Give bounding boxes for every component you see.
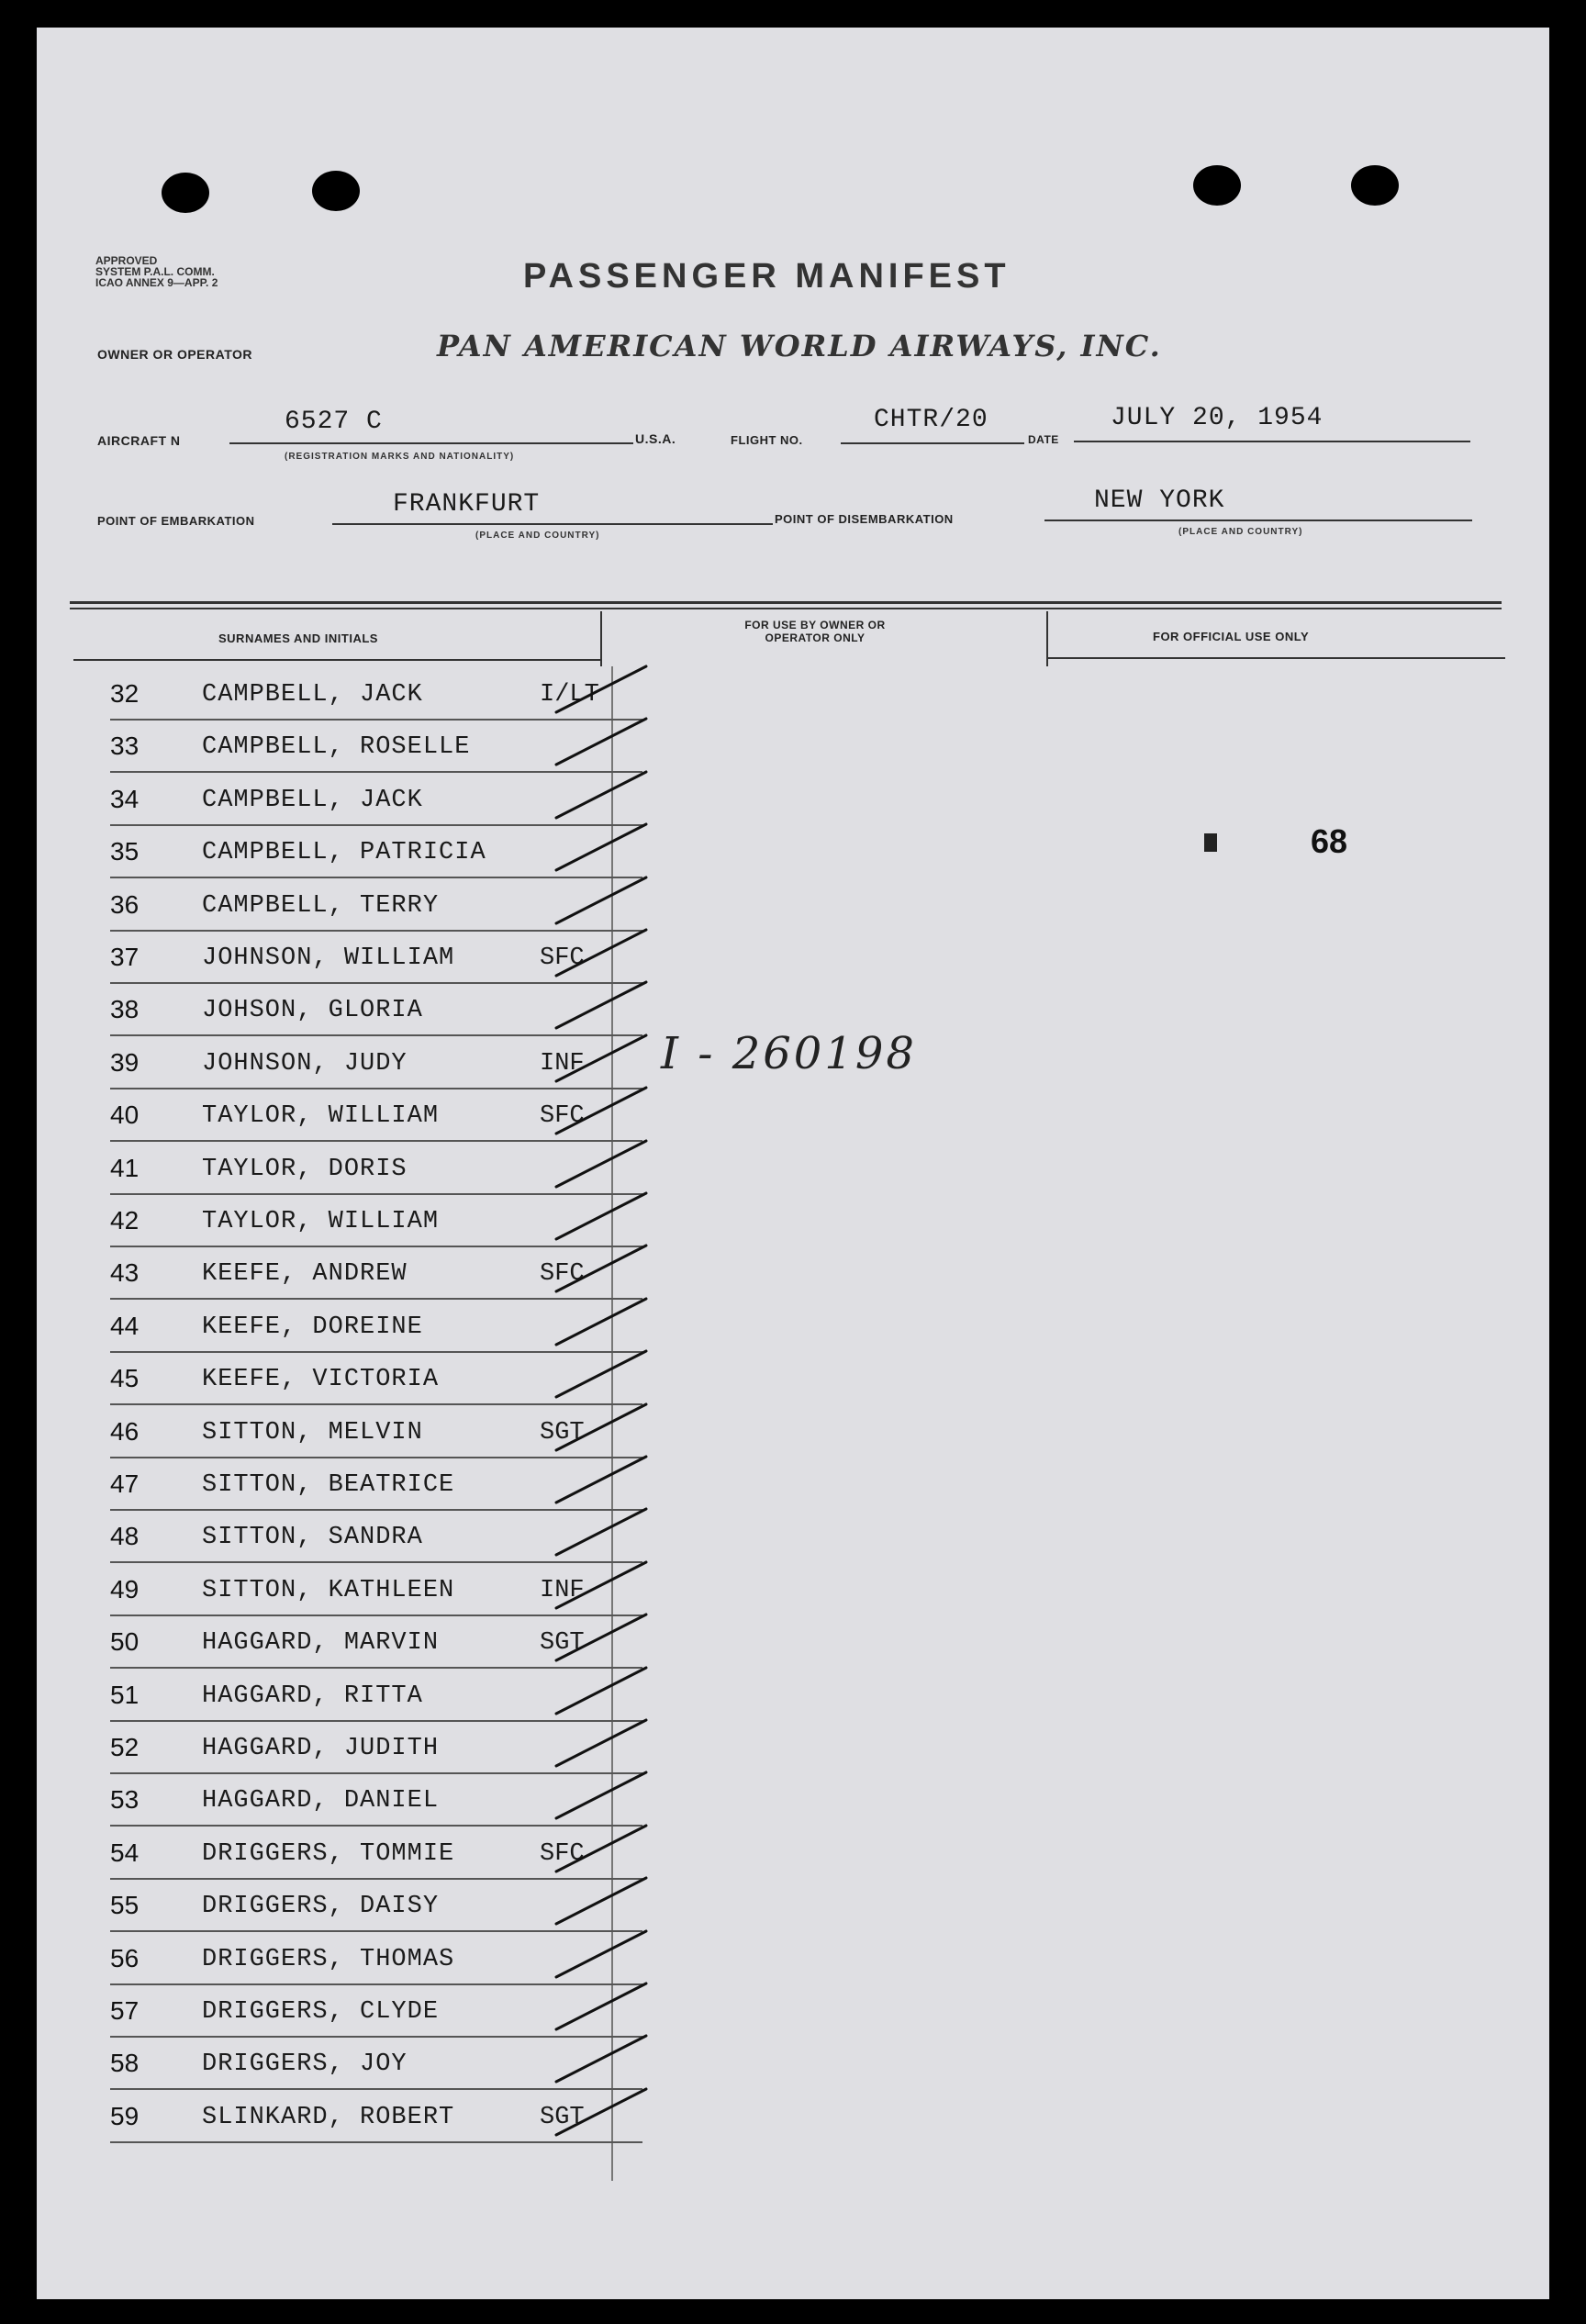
passenger-number: 37 xyxy=(110,943,140,971)
check-mark-icon xyxy=(551,1664,652,1719)
aircraft-underline xyxy=(229,442,633,444)
passenger-rank: SGT xyxy=(540,1629,585,1658)
passenger-number: 43 xyxy=(110,1258,140,1288)
date-value: JULY 20, 1954 xyxy=(1111,404,1324,432)
embark-value: FRANKFURT xyxy=(393,490,541,519)
passenger-number: 59 xyxy=(110,2101,140,2130)
check-mark-icon xyxy=(551,1137,652,1192)
passenger-name: KEEFE, DOREINE xyxy=(202,1313,423,1341)
passenger-name: HAGGARD, JUDITH xyxy=(202,1735,440,1762)
passenger-number: 51 xyxy=(110,1680,140,1709)
passenger-number: 35 xyxy=(110,837,140,866)
check-mark-icon xyxy=(551,1927,652,1983)
passenger-rank: SFC xyxy=(540,944,585,972)
surnames-column-header: SURNAMES AND INITIALS xyxy=(218,631,378,645)
owner-label: OWNER OR OPERATOR xyxy=(97,347,252,362)
header-divider xyxy=(70,608,1502,609)
passenger-number: 50 xyxy=(110,1627,140,1657)
passenger-rank: SGT xyxy=(540,1418,585,1447)
passenger-name: KEEFE, ANDREW xyxy=(202,1260,408,1289)
table-row xyxy=(73,1616,642,1669)
passenger-number: 56 xyxy=(110,1943,140,1972)
passenger-rank: SGT xyxy=(540,2103,585,2131)
passenger-number: 36 xyxy=(110,889,140,919)
page-title: PASSENGER MANIFEST xyxy=(523,257,1011,296)
passenger-name: JOHNSON, WILLIAM xyxy=(202,944,455,972)
disembark-underline xyxy=(1044,520,1472,521)
check-mark-icon xyxy=(551,821,652,876)
passenger-name: DRIGGERS, DAISY xyxy=(202,1893,440,1921)
passenger-number: 38 xyxy=(110,995,140,1024)
check-mark-icon xyxy=(551,663,652,718)
check-mark-icon xyxy=(551,1874,652,1929)
passenger-number: 49 xyxy=(110,1574,140,1603)
passenger-name: HAGGARD, RITTA xyxy=(202,1682,423,1710)
passenger-name: JOHSON, GLORIA xyxy=(202,997,423,1025)
passenger-name: HAGGARD, DANIEL xyxy=(202,1787,440,1816)
table-row xyxy=(73,1353,642,1405)
official-use-column-header: FOR OFFICIAL USE ONLY xyxy=(1153,630,1310,643)
passenger-name: HAGGARD, MARVIN xyxy=(202,1629,440,1658)
check-mark-icon xyxy=(551,926,652,981)
passenger-number: 34 xyxy=(110,784,140,813)
check-mark-icon xyxy=(551,715,652,770)
table-row xyxy=(73,1511,642,1563)
column-header-rule xyxy=(73,659,600,661)
table-row xyxy=(73,826,642,878)
disembark-value: NEW YORK xyxy=(1094,486,1225,515)
passenger-number: 44 xyxy=(110,1311,140,1340)
check-mark-icon xyxy=(551,1347,652,1402)
check-mark-icon xyxy=(551,1559,652,1614)
approval-note xyxy=(95,255,218,288)
passenger-name: CAMPBELL, ROSELLE xyxy=(202,733,471,762)
passenger-name: DRIGGERS, JOY xyxy=(202,2050,408,2079)
passenger-number: 42 xyxy=(110,1206,140,1235)
table-row xyxy=(73,1827,642,1880)
passenger-name: SLINKARD, ROBERT xyxy=(202,2103,455,2131)
embark-underline xyxy=(332,523,773,525)
owner-use-column-header: FOR USE BY OWNER OR OPERATOR ONLY xyxy=(744,619,886,644)
passenger-number: 40 xyxy=(110,1101,140,1130)
punch-hole xyxy=(1351,165,1399,206)
check-mark-icon xyxy=(551,1611,652,1666)
disembark-label: POINT OF DISEMBARKATION xyxy=(775,512,954,526)
passenger-number: 45 xyxy=(110,1364,140,1393)
check-mark-icon xyxy=(551,1453,652,1508)
mark xyxy=(1204,833,1217,852)
check-mark-icon xyxy=(551,1980,652,2035)
passenger-number: 33 xyxy=(110,732,140,761)
punch-hole xyxy=(312,171,360,211)
usa-label: U.S.A. xyxy=(635,431,676,446)
registration-caption: (REGISTRATION MARKS AND NATIONALITY) xyxy=(285,452,515,462)
date-label: DATE xyxy=(1028,433,1059,446)
column-divider xyxy=(600,611,602,666)
table-row xyxy=(73,1564,642,1616)
manifest-sheet xyxy=(37,28,1549,2299)
check-mark-icon xyxy=(551,1401,652,1456)
page-number: 68 xyxy=(1311,822,1348,860)
table-row xyxy=(73,1933,642,1985)
check-mark-icon xyxy=(551,768,652,823)
column-header-rule xyxy=(1046,657,1505,659)
check-mark-icon xyxy=(551,1190,652,1245)
passenger-number: 39 xyxy=(110,1047,140,1077)
embark-caption: (PLACE AND COUNTRY) xyxy=(475,531,600,541)
table-row xyxy=(73,1458,642,1511)
table-row xyxy=(73,668,642,721)
passenger-name: CAMPBELL, JACK xyxy=(202,681,423,709)
table-row xyxy=(73,1670,642,1722)
flight-value: CHTR/20 xyxy=(874,406,988,434)
check-mark-icon xyxy=(551,1769,652,1824)
embark-label: POINT OF EMBARKATION xyxy=(97,514,255,528)
disembark-caption: (PLACE AND COUNTRY) xyxy=(1178,527,1303,537)
passenger-name: CAMPBELL, TERRY xyxy=(202,891,440,920)
table-row xyxy=(73,879,642,932)
passenger-name: TAYLOR, DORIS xyxy=(202,1155,408,1183)
table-row xyxy=(73,1985,642,2038)
table-row xyxy=(73,1880,642,1932)
table-row xyxy=(73,1301,642,1353)
table-row xyxy=(73,932,642,984)
passenger-name: JOHNSON, JUDY xyxy=(202,1049,408,1078)
passenger-name: SITTON, BEATRICE xyxy=(202,1471,455,1499)
passenger-name: DRIGGERS, THOMAS xyxy=(202,1945,455,1973)
passenger-number: 57 xyxy=(110,1996,140,2025)
check-mark-icon xyxy=(551,978,652,1034)
passenger-rank: SFC xyxy=(540,1260,585,1289)
table-row xyxy=(73,1089,642,1142)
check-mark-icon xyxy=(551,1822,652,1877)
flight-label: FLIGHT NO. xyxy=(731,433,803,447)
table-row xyxy=(73,1037,642,1089)
passenger-number: 48 xyxy=(110,1522,140,1551)
check-mark-icon xyxy=(551,1295,652,1350)
passenger-rank: SFC xyxy=(540,1102,585,1131)
passenger-rank: INF xyxy=(540,1576,585,1604)
aircraft-label: AIRCRAFT N xyxy=(97,433,181,448)
passenger-number: 54 xyxy=(110,1838,140,1867)
check-mark-icon xyxy=(551,2085,652,2140)
passenger-name: SITTON, MELVIN xyxy=(202,1418,423,1447)
passenger-rank: SFC xyxy=(540,1839,585,1868)
table-row xyxy=(73,1143,642,1195)
check-mark-icon xyxy=(551,2032,652,2087)
header-divider xyxy=(70,601,1502,604)
table-row xyxy=(73,774,642,826)
check-mark-icon xyxy=(551,1242,652,1297)
passenger-number: 53 xyxy=(110,1785,140,1815)
passenger-name: CAMPBELL, PATRICIA xyxy=(202,839,486,867)
passenger-rank: INF xyxy=(540,1049,585,1078)
passenger-number: 58 xyxy=(110,2049,140,2078)
check-mark-icon xyxy=(551,1716,652,1771)
passenger-rank: I/LT xyxy=(540,681,599,709)
passenger-name: TAYLOR, WILLIAM xyxy=(202,1208,440,1235)
airline-name: PAN AMERICAN WORLD AIRWAYS, INC. xyxy=(437,329,1162,363)
check-mark-icon xyxy=(551,1505,652,1560)
passenger-name: TAYLOR, WILLIAM xyxy=(202,1102,440,1131)
table-row xyxy=(73,1774,642,1827)
passenger-number: 46 xyxy=(110,1416,140,1446)
date-underline xyxy=(1074,441,1470,442)
passenger-name: DRIGGERS, CLYDE xyxy=(202,1998,440,2026)
table-row xyxy=(73,2038,642,2090)
passenger-name: DRIGGERS, TOMMIE xyxy=(202,1839,455,1868)
table-row xyxy=(73,1195,642,1247)
table-row xyxy=(73,1406,642,1458)
passenger-number: 55 xyxy=(110,1891,140,1920)
approval-line: ICAO ANNEX 9—APP. 2 xyxy=(95,276,218,289)
punch-hole xyxy=(1193,165,1241,206)
passenger-name: SITTON, KATHLEEN xyxy=(202,1576,455,1604)
aircraft-value: 6527 C xyxy=(285,408,383,436)
approval-line: APPROVED xyxy=(95,254,158,267)
passenger-name: SITTON, SANDRA xyxy=(202,1524,423,1552)
table-row xyxy=(73,2091,642,2143)
table-row xyxy=(73,984,642,1036)
table-row xyxy=(73,721,642,773)
passenger-number: 41 xyxy=(110,1153,140,1182)
passenger-number: 47 xyxy=(110,1469,140,1498)
approval-line: SYSTEM P.A.L. COMM. xyxy=(95,265,215,278)
check-mark-icon xyxy=(551,1032,652,1087)
check-mark-icon xyxy=(551,874,652,929)
passenger-name: CAMPBELL, JACK xyxy=(202,786,423,814)
table-row xyxy=(73,1722,642,1774)
punch-hole xyxy=(162,173,209,213)
flight-underline xyxy=(841,442,1024,444)
passenger-number: 32 xyxy=(110,679,140,708)
passenger-name: KEEFE, VICTORIA xyxy=(202,1366,440,1394)
passenger-number: 52 xyxy=(110,1733,140,1761)
table-row xyxy=(73,1247,642,1300)
handwritten-code: I - 260198 xyxy=(661,1028,917,1079)
row-rule xyxy=(110,2141,642,2143)
check-mark-icon xyxy=(551,1084,652,1139)
